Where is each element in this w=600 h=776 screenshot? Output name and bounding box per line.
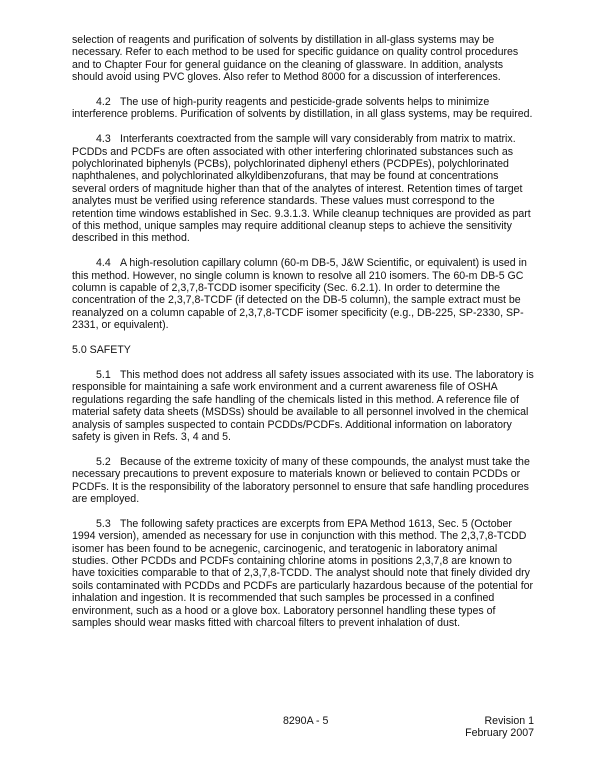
paragraph-number: 5.3 xyxy=(96,517,111,530)
paragraph-text: The following safety practices are excerpts from EPA Method 1613, Sec. 5 (October 1994 version), amended as necessary for use in conjunction with this method. The 2,3,7,8-TCDD isomer has been found to be acnegenic, carcinogenic, and teratogenic in laboratory animal studies. Other PCDDs and PCDFs containing chlorine atoms in positions 2,3,7,8 are known to have toxicities comparable to that of 2,3,7,8-TCDD. The analyst should note that finely divided dry soils contaminated with PCDDs and PCDFs are particularly hazardous because of the potential for inhalation and ingestion. It is recommended that such samples be processed in a confined environment, such as a hood or a glove box. Laboratory personnel handling these types of samples should wear masks fitted with charcoal filters to prevent inhalation of dust. xyxy=(72,517,534,629)
paragraph-5-3 xyxy=(72,518,534,630)
paragraph-number: 4.4 xyxy=(96,257,111,270)
intro-paragraph: selection of reagents and purification of solvents by distillation in all-glass systems may be necessary. Refer to each method to be used for specific guidance on quality control procedures and to Chapter Four for general guidance on the cleaning of glassware. In addition, analysts should avoid using PVC gloves. Also refer to Method 8000 for a discussion of interferences. xyxy=(72,34,519,84)
section-heading-safety: 5.0 SAFETY xyxy=(72,344,131,357)
paragraph-4-4 xyxy=(72,257,534,331)
paragraph-4-2 xyxy=(72,96,534,121)
paragraph-text: A high-resolution capillary column (60-m DB-5, J&W Scientific, or equivalent) is used in this method. However, no single column is known to resolve all 210 isomers. The 60-m DB-5 GC column is capable of 2,3,7,8-TCDD isomer specificity (Sec. 6.2.1). In order to determine the concentration of the 2,3,7,8-TCDF (if detected on the DB-5 column), the sample extract must be reanalyzed on a column capable of 2,3,7,8-TCDF isomer specificity (e.g., DB-225, SP-2330, SP-2331, or equivalent). xyxy=(72,257,527,332)
paragraph-text: Because of the extreme toxicity of many of these compounds, the analyst must take the necessary precautions to prevent exposure to materials known or believed to contain PCDDs or PCDFs. It is the responsibility of the laboratory personnel to ensure that safe handling procedures are employed. xyxy=(72,455,530,505)
footer-page-code: 8290A - 5 xyxy=(283,715,329,727)
paragraph-text: This method does not address all safety issues associated with its use. The laboratory is responsible for maintaining a safe work environment and a current awareness file of OSHA regulations regarding the safe handling of the chemicals listed in this method. A reference file of material safety data sheets (MSDSs) should be available to all personnel involved in the chemical analysis of samples suspected to contain PCDDs/PCDFs. Additional information on laboratory safety is given in Refs. 3, 4 and 5. xyxy=(72,368,534,443)
paragraph-text: The use of high-purity reagents and pesticide-grade solvents helps to minimize interference problems. Purification of solvents by distillation, in all glass systems, may be required. xyxy=(72,96,533,121)
footer-revision: Revision 1 xyxy=(484,715,534,727)
paragraph-5-1 xyxy=(72,369,534,443)
paragraph-number: 4.2 xyxy=(96,96,111,109)
footer-date: February 2007 xyxy=(465,727,534,740)
page-content xyxy=(72,34,534,642)
paragraph-text: Interferants coextracted from the sample will vary considerably from matrix to matrix. PCDDs and PCDFs are often associated with other interfering chlorinated substances such as polychlorinated biphenyls (PCBs), polychlorinated diphenyl ethers (PCDPEs), polychlorinated naphthalenes, and polychlorinated alkyldibenzofurans, that may be found at concentrations several orders of magnitude higher than that of the analytes of interest. Retention times of target analytes must be verified using reference standards. These values must correspond to the retention time windows established in Sec. 9.3.1.3. While cleanup techniques are provided as part of this method, unique samples may require additional cleanup steps to achieve the sensitivity described in this method. xyxy=(72,133,531,245)
paragraph-5-2 xyxy=(72,456,534,506)
footer-revision-block xyxy=(465,715,534,740)
paragraph-number: 5.1 xyxy=(96,368,111,381)
paragraph-number: 5.2 xyxy=(96,455,111,468)
paragraph-4-3 xyxy=(72,133,534,245)
paragraph-number: 4.3 xyxy=(96,133,111,146)
